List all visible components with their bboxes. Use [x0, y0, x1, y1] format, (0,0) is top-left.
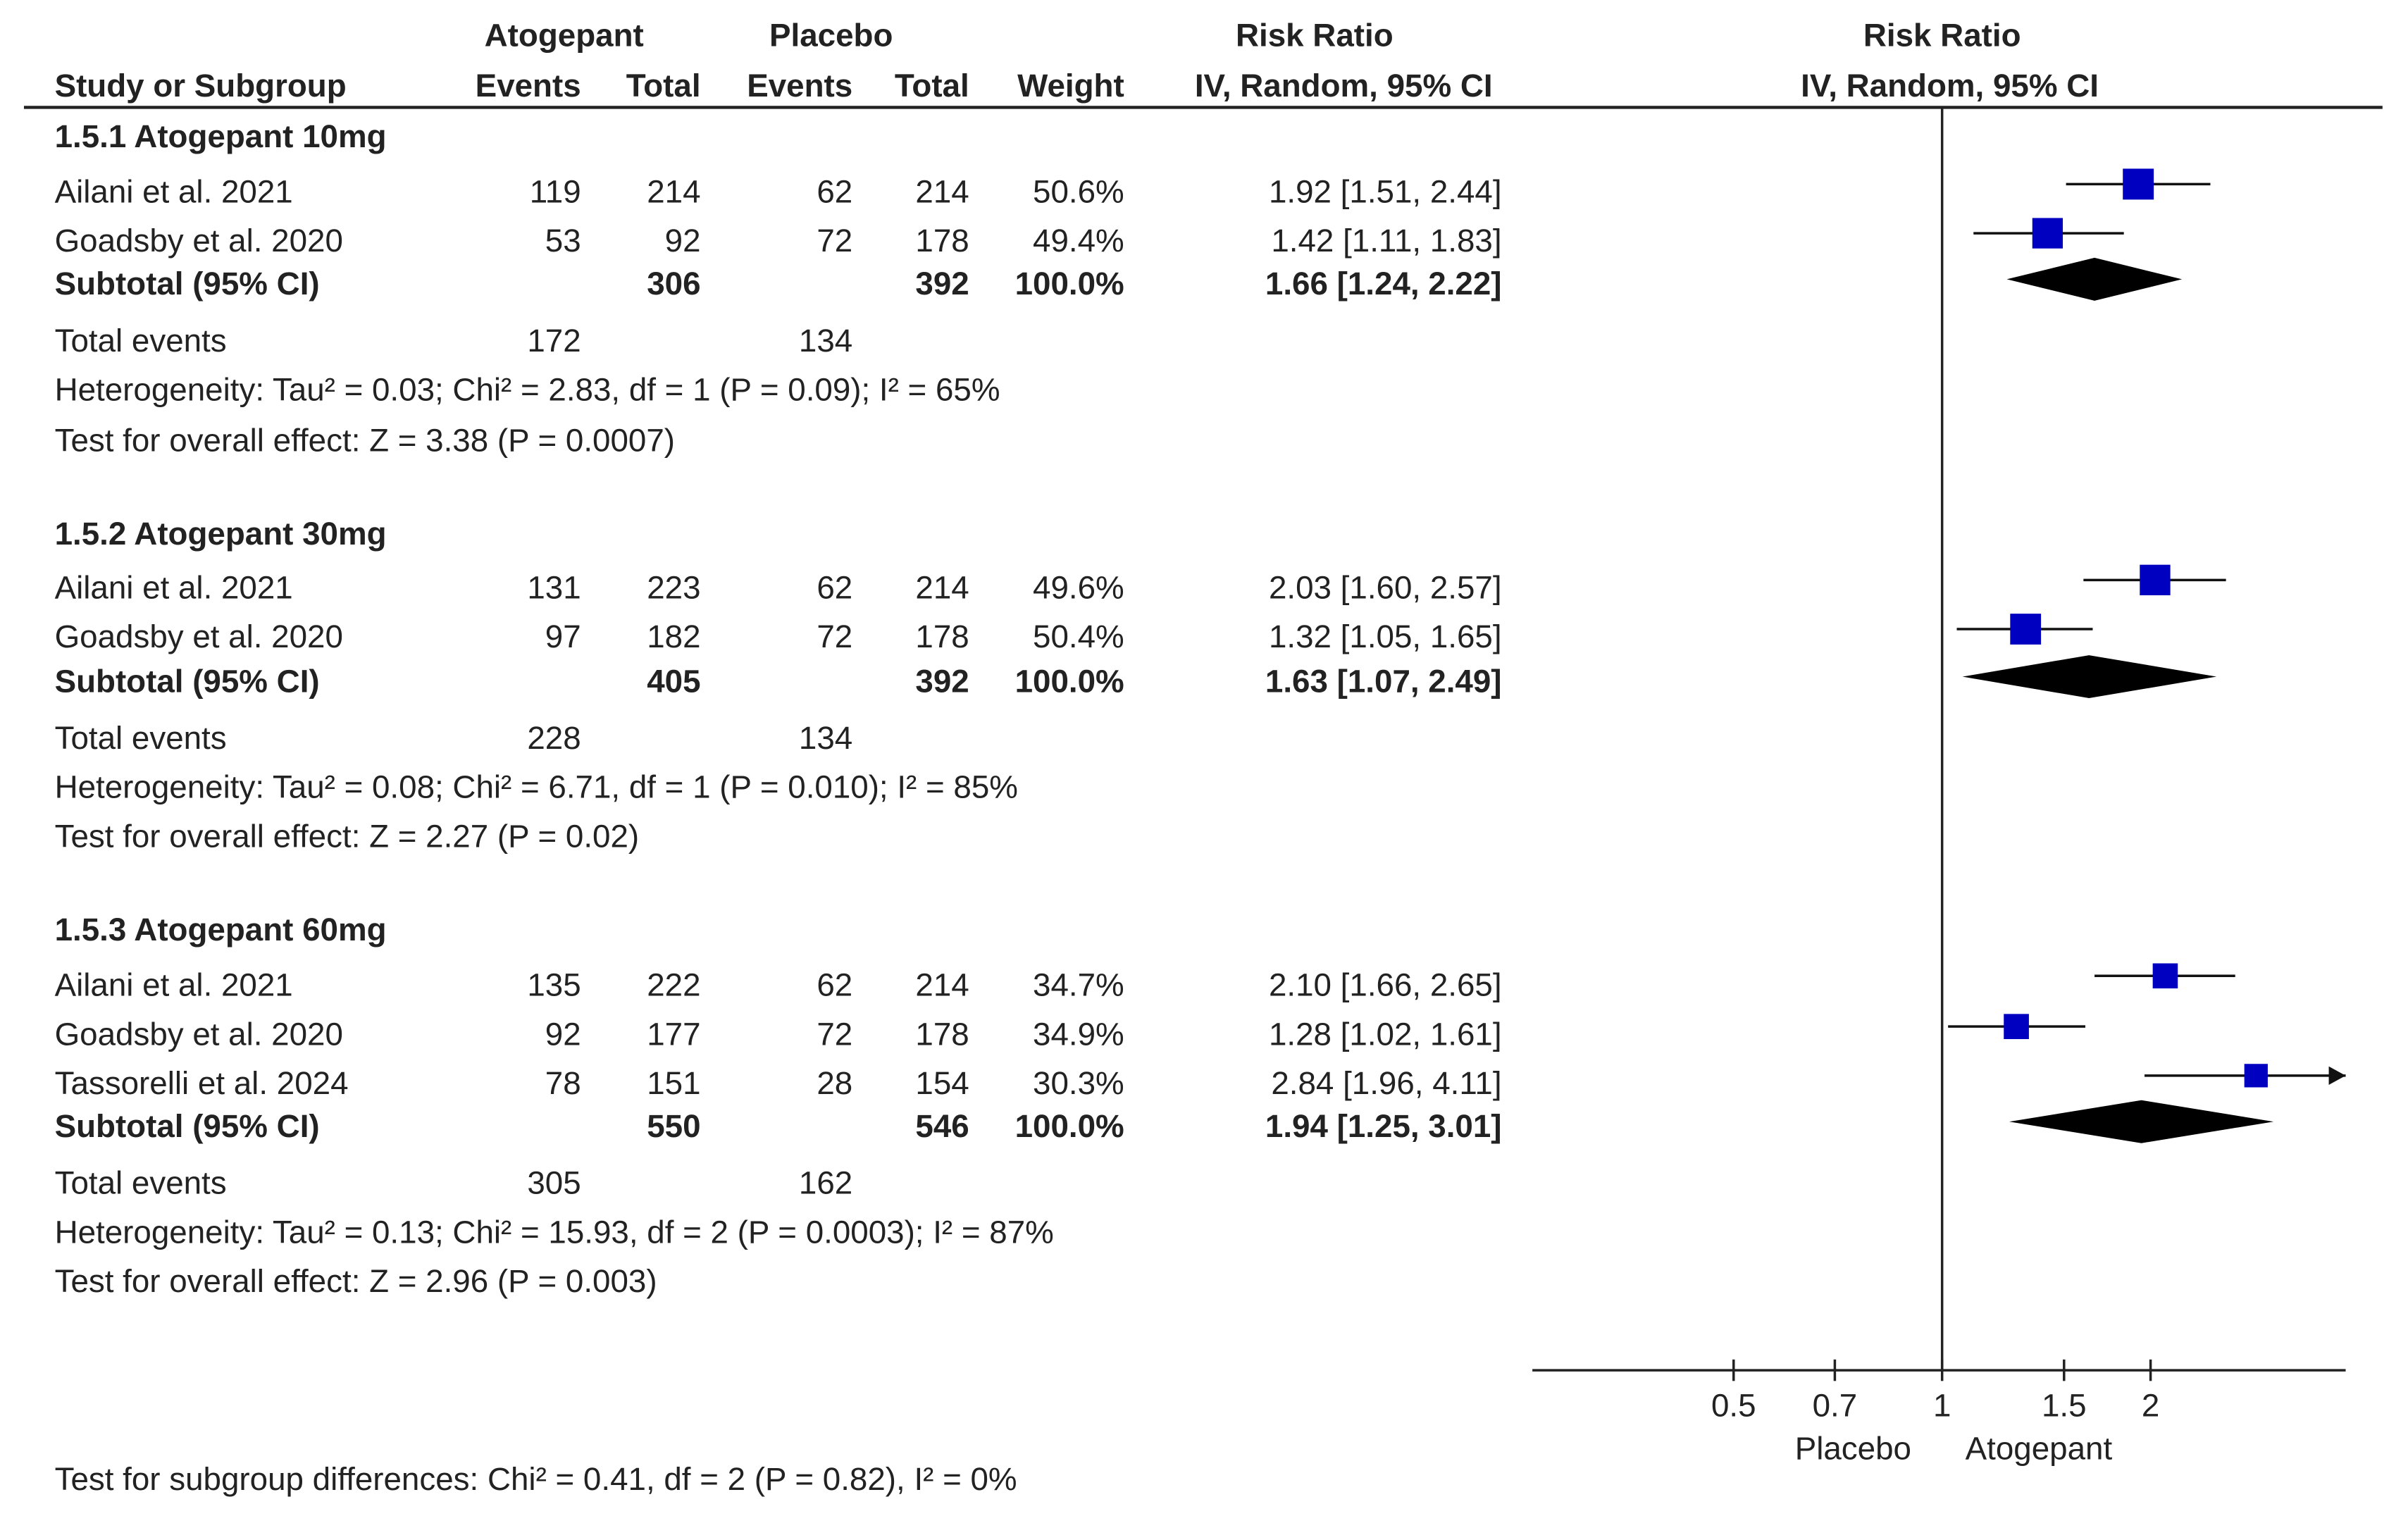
- atogepant-events-cell: 78: [545, 1065, 581, 1102]
- heterogeneity-text: Heterogeneity: Tau² = 0.13; Chi² = 15.93, df = 2 (P = 0.0003); I² = 87%: [54, 1214, 1054, 1250]
- x-axis-tick-label: 2: [2141, 1387, 2160, 1424]
- risk-ratio-header: Risk Ratio: [1235, 17, 1394, 54]
- heterogeneity-text: Heterogeneity: Tau² = 0.08; Chi² = 6.71, df = 1 (P = 0.010); I² = 85%: [54, 769, 1018, 805]
- subtotal-ci-cell: 1.94 [1.25, 3.01]: [1265, 1107, 1502, 1144]
- placebo-group-header: Placebo: [769, 17, 893, 54]
- overall-effect-text: Test for overall effect: Z = 2.27 (P = 0.02): [54, 818, 640, 855]
- study-effect-marker: [2153, 964, 2178, 989]
- atogepant-events-cell: 119: [529, 173, 581, 210]
- x-axis-tick-label: 0.7: [1812, 1387, 1858, 1424]
- study-name: Goadsby et al. 2020: [54, 619, 343, 655]
- subtotal-row: [55, 663, 1502, 699]
- table-row: [55, 1016, 1502, 1052]
- placebo-total-cell: 178: [915, 1016, 969, 1052]
- total-events-label: Total events: [54, 1164, 227, 1201]
- atogepant-total-cell: 177: [647, 1016, 701, 1052]
- atogepant-events-cell: 53: [545, 223, 581, 259]
- total-events-label: Total events: [54, 719, 227, 756]
- total-events-label: Total events: [54, 322, 227, 359]
- study-effect-marker: [2010, 614, 2041, 645]
- atogepant-total-cell: 223: [647, 569, 701, 606]
- atogepant-total-events-cell: 305: [527, 1164, 581, 1201]
- weight-cell: 34.7%: [1033, 967, 1124, 1003]
- weight-cell: 49.4%: [1033, 223, 1124, 259]
- study-effect-marker: [2245, 1064, 2268, 1087]
- favours-atogepant-label: Atogepant: [1965, 1430, 2113, 1467]
- atogepant-total-cell: 151: [647, 1065, 701, 1102]
- placebo-events-cell: 72: [817, 619, 853, 655]
- subtotal-label: Subtotal (95% CI): [54, 266, 320, 302]
- pooled-effect-diamond: [2007, 258, 2183, 301]
- table-row: [55, 619, 1502, 654]
- placebo-events-cell: 62: [817, 967, 853, 1003]
- subtotal-weight-cell: 100.0%: [1014, 663, 1124, 700]
- atogepant-events-cell: 135: [527, 967, 581, 1003]
- study-effect-marker: [2140, 565, 2170, 595]
- study-column-header: Study or Subgroup: [54, 68, 347, 104]
- subgroup-3: [55, 912, 1502, 1299]
- study-name: Goadsby et al. 2020: [54, 1016, 343, 1052]
- subgroup-1: [55, 118, 1502, 458]
- subtotal-label: Subtotal (95% CI): [54, 663, 320, 700]
- placebo-events-cell: 62: [817, 173, 853, 210]
- atogepant-total-events-cell: 228: [527, 719, 581, 756]
- risk-ratio-ci-cell: 1.42 [1.11, 1.83]: [1271, 223, 1502, 259]
- x-axis-tick-label: 0.5: [1711, 1387, 1756, 1424]
- ci-overflow-arrow: [2329, 1067, 2346, 1085]
- table-row: [55, 1065, 1502, 1101]
- study-effect-marker: [2004, 1014, 2029, 1039]
- placebo-total-cell: 178: [915, 223, 969, 259]
- x-axis-tick-label: 1.5: [2041, 1387, 2087, 1424]
- table-row: [55, 967, 1502, 1003]
- table-row: [55, 223, 1502, 259]
- overall-effect-text: Test for overall effect: Z = 2.96 (P = 0.003): [54, 1262, 657, 1299]
- study-name: Ailani et al. 2021: [54, 967, 293, 1003]
- atogepant-total-cell: 222: [647, 967, 701, 1003]
- subgroup-title: 1.5.2 Atogepant 30mg: [54, 516, 387, 552]
- favours-placebo-label: Placebo: [1794, 1430, 1911, 1467]
- total-events-row: [55, 323, 853, 359]
- subtotal-row: [55, 1108, 1502, 1144]
- total-events-row: [55, 1165, 853, 1201]
- subtotal-ci-cell: 1.66 [1.24, 2.22]: [1265, 266, 1502, 302]
- risk-ratio-ci-cell: 2.10 [1.66, 2.65]: [1268, 967, 1502, 1003]
- study-name: Goadsby et al. 2020: [54, 223, 343, 259]
- forest-plot-area: [1532, 107, 2345, 1466]
- heterogeneity-text: Heterogeneity: Tau² = 0.03; Chi² = 2.83, df = 1 (P = 0.09); I² = 65%: [54, 371, 1000, 408]
- study-name: Ailani et al. 2021: [54, 569, 293, 606]
- atogepant-group-header: Atogepant: [484, 17, 644, 54]
- subtotal-row: [55, 266, 1502, 302]
- subgroup-title: 1.5.3 Atogepant 60mg: [54, 912, 387, 948]
- subtotal-ci-cell: 1.63 [1.07, 2.49]: [1265, 663, 1502, 700]
- subgroup-title: 1.5.1 Atogepant 10mg: [54, 118, 387, 155]
- atogepant-subtotal-cell: 550: [647, 1107, 701, 1144]
- atogepant-subtotal-cell: 306: [647, 266, 701, 302]
- placebo-events-cell: 28: [817, 1065, 853, 1102]
- risk-ratio-ci-cell: 2.84 [1.96, 4.11]: [1271, 1065, 1502, 1102]
- subgroup-2: [55, 516, 1502, 854]
- subtotal-weight-cell: 100.0%: [1014, 266, 1124, 302]
- placebo-events-header: Events: [747, 68, 853, 104]
- overall-effect-text: Test for overall effect: Z = 3.38 (P = 0.0007): [54, 422, 676, 459]
- placebo-total-header: Total: [894, 68, 969, 104]
- pooled-effect-diamond: [1963, 655, 2217, 698]
- placebo-total-cell: 178: [915, 619, 969, 655]
- atogepant-subtotal-cell: 405: [647, 663, 701, 700]
- study-name: Tassorelli et al. 2024: [54, 1065, 349, 1102]
- x-axis-tick-label: 1: [1932, 1387, 1951, 1424]
- weight-cell: 49.6%: [1033, 569, 1124, 606]
- placebo-total-events-cell: 134: [798, 719, 853, 756]
- placebo-subtotal-cell: 392: [915, 663, 969, 700]
- atogepant-total-cell: 214: [647, 173, 701, 210]
- weight-cell: 30.3%: [1033, 1065, 1124, 1102]
- study-name: Ailani et al. 2021: [54, 173, 293, 210]
- risk-ratio-ci-cell: 1.32 [1.05, 1.65]: [1268, 619, 1502, 655]
- placebo-subtotal-cell: 392: [915, 266, 969, 302]
- atogepant-events-header: Events: [475, 68, 581, 104]
- study-effect-marker: [2123, 168, 2154, 199]
- weight-cell: 34.9%: [1033, 1016, 1124, 1052]
- table-row: [55, 569, 1502, 605]
- ci-method-header: IV, Random, 95% CI: [1194, 68, 1493, 104]
- pooled-effect-diamond: [2009, 1100, 2273, 1143]
- atogepant-events-cell: 92: [545, 1016, 581, 1052]
- placebo-events-cell: 72: [817, 1016, 853, 1052]
- risk-ratio-ci-cell: 2.03 [1.60, 2.57]: [1268, 569, 1502, 606]
- placebo-subtotal-cell: 546: [915, 1107, 969, 1144]
- weight-cell: 50.4%: [1033, 619, 1124, 655]
- atogepant-events-cell: 131: [527, 569, 581, 606]
- weight-cell: 50.6%: [1033, 173, 1124, 210]
- placebo-events-cell: 72: [817, 223, 853, 259]
- risk-ratio-ci-cell: 1.28 [1.02, 1.61]: [1268, 1016, 1502, 1052]
- table-row: [55, 174, 1502, 210]
- atogepant-total-events-cell: 172: [527, 322, 581, 359]
- weight-header: Weight: [1017, 68, 1124, 104]
- placebo-total-cell: 214: [915, 569, 969, 606]
- subtotal-weight-cell: 100.0%: [1014, 1107, 1124, 1144]
- placebo-total-cell: 154: [915, 1065, 969, 1102]
- placebo-total-cell: 214: [915, 967, 969, 1003]
- atogepant-total-cell: 182: [647, 619, 701, 655]
- total-events-row: [55, 720, 853, 756]
- risk-ratio-ci-cell: 1.92 [1.51, 2.44]: [1268, 173, 1502, 210]
- study-effect-marker: [2032, 218, 2063, 248]
- atogepant-total-cell: 92: [664, 223, 701, 259]
- subgroup-differences-text: Test for subgroup differences: Chi² = 0.41, df = 2 (P = 0.82), I² = 0%: [54, 1460, 1017, 1497]
- placebo-total-events-cell: 162: [798, 1164, 853, 1201]
- placebo-total-events-cell: 134: [798, 322, 853, 359]
- atogepant-total-header: Total: [626, 68, 701, 104]
- subtotal-label: Subtotal (95% CI): [54, 1107, 320, 1144]
- placebo-total-cell: 214: [915, 173, 969, 210]
- plot-method-header: IV, Random, 95% CI: [1801, 68, 2099, 104]
- placebo-events-cell: 62: [817, 569, 853, 606]
- plot-risk-ratio-header: Risk Ratio: [1863, 17, 2021, 54]
- atogepant-events-cell: 97: [545, 619, 581, 655]
